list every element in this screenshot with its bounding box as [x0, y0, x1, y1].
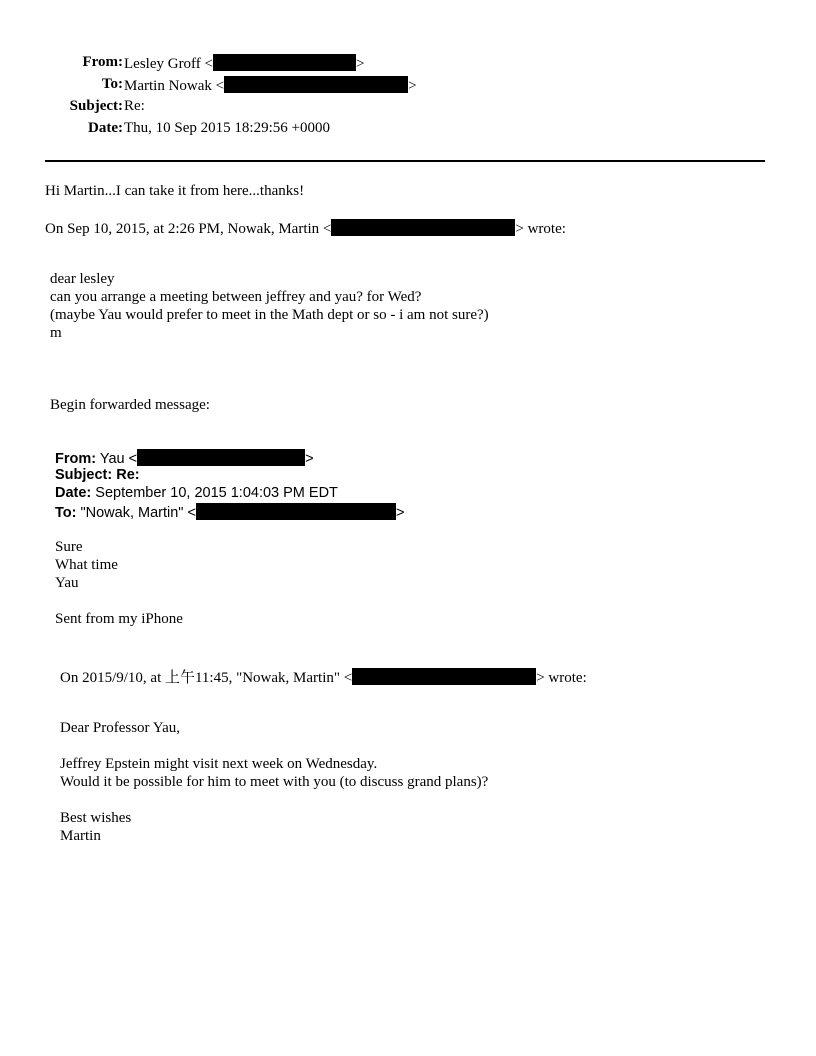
forward-label: Begin forwarded message: [50, 397, 210, 413]
fwd-date-label: Date: [55, 485, 92, 501]
from-label: From: [82, 54, 123, 70]
subject-value: Re: [124, 98, 145, 114]
redaction-box [224, 76, 408, 93]
redaction-box [352, 668, 536, 685]
message-line: dear lesley [50, 271, 115, 287]
message-line: Yau [55, 575, 79, 591]
message-line: (maybe Yau would prefer to meet in the Math dept or so - i am not sure?) [50, 307, 489, 323]
from-value: Lesley Groff < [124, 56, 213, 72]
fwd-to-label: To: [55, 505, 77, 521]
original-suffix: > wrote: [536, 670, 587, 686]
message-line: What time [55, 557, 118, 573]
greeting: Dear Professor Yau, [60, 720, 180, 736]
signature: Sent from my iPhone [55, 611, 183, 627]
message-line: Jeffrey Epstein might visit next week on Wednesday. [60, 756, 378, 772]
redaction-box [331, 219, 515, 236]
fwd-to-close: > [395, 505, 405, 521]
message-line: m [50, 325, 62, 341]
header-divider [45, 160, 765, 162]
subject-label: Subject: [69, 98, 123, 114]
to-label: To: [101, 76, 123, 92]
fwd-from [55, 449, 314, 467]
to-value: Martin Nowak < [124, 78, 225, 94]
date-label: Date: [88, 120, 123, 136]
fwd-to-value: "Nowak, Martin" < [80, 505, 196, 521]
message-line: Sure [55, 539, 83, 555]
to-close: > [408, 78, 417, 94]
closing: Best wishes [60, 810, 132, 826]
quote-prefix: On Sep 10, 2015, at 2:26 PM, Nowak, Martin < [45, 221, 332, 237]
message-line: can you arrange a meeting between jeffrey and yau? for Wed? [50, 289, 422, 305]
sender-name: Martin [60, 828, 101, 844]
fwd-subject [55, 467, 140, 483]
redaction-box [213, 54, 356, 71]
fwd-subject-value: Re: [116, 467, 140, 483]
original-prefix: On 2015/9/10, at 上午11:45, "Nowak, Martin" < [60, 670, 353, 686]
from-field [124, 54, 364, 73]
fwd-from-value: Yau < [99, 451, 138, 467]
fwd-date [55, 485, 338, 501]
redaction-box [137, 449, 305, 466]
to-field [124, 76, 417, 95]
fwd-subject-label: Subject: [55, 467, 113, 483]
from-close: > [356, 56, 365, 72]
reply-line: Hi Martin...I can take it from here...thanks! [45, 183, 305, 199]
quote-suffix: > wrote: [515, 221, 566, 237]
fwd-to [55, 503, 404, 521]
fwd-from-label: From: [55, 451, 97, 467]
quote-attribution [45, 219, 566, 238]
fwd-date-value: September 10, 2015 1:04:03 PM EDT [95, 485, 338, 501]
redaction-box [196, 503, 396, 520]
message-line: Would it be possible for him to meet with you (to discuss grand plans)? [60, 774, 489, 790]
fwd-from-close: > [305, 451, 314, 467]
date-value: Thu, 10 Sep 2015 18:29:56 +0000 [124, 120, 330, 136]
original-attribution [60, 666, 587, 687]
